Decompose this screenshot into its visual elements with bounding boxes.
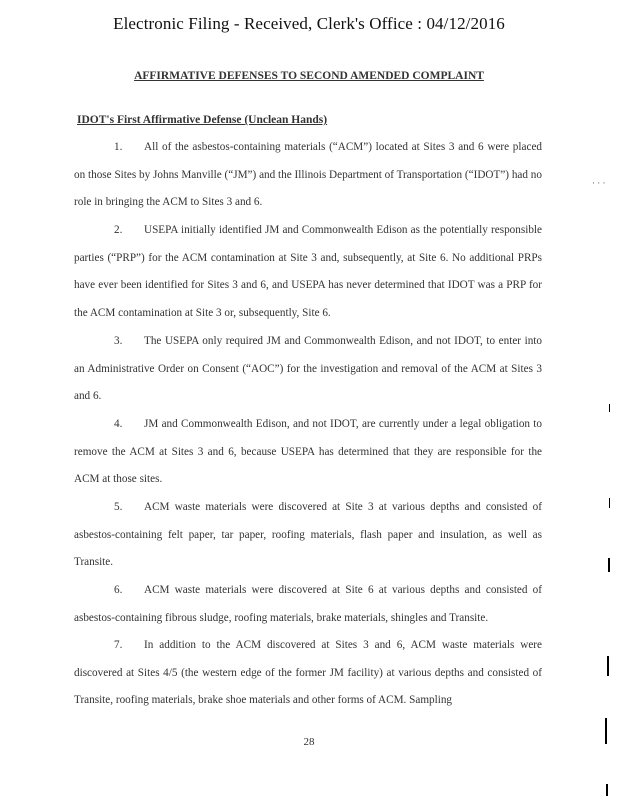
document-title: AFFIRMATIVE DEFENSES TO SECOND AMENDED COMPLAINT	[134, 70, 484, 82]
scan-artifact	[608, 558, 610, 572]
paragraph-text: USEPA initially identified JM and Commonwealth Edison as the potentially responsible parties (“PRP”) for the ACM contamination at Site 3 and, subsequently, at Site 6. No additional PRPs have ever been identified for Sites 3 and 6, and USEPA has never determined that IDOT was a PRP for the ACM contamination at Site 3 or, subsequently, Site 6.	[74, 224, 542, 319]
paragraph-3	[74, 328, 542, 411]
filing-stamp-header: Electronic Filing - Received, Clerk's Office : 04/12/2016	[113, 14, 505, 33]
scan-artifact	[609, 498, 610, 508]
paragraph-2	[74, 217, 542, 327]
paragraph-number: 3.	[114, 335, 123, 347]
paragraph-number: 1.	[114, 141, 123, 153]
page-number: 28	[303, 736, 315, 748]
paragraph-text: All of the asbestos-containing materials (“ACM”) located at Sites 3 and 6 were placed on those Sites by Johns Manville (“JM”) and the Illinois Department of Transportation (“IDOT”) had no role in bringing the ACM to Sites 3 and 6.	[74, 141, 542, 208]
scan-artifact	[605, 718, 607, 744]
paragraph-text: The USEPA only required JM and Commonwealth Edison, and not IDOT, to enter into an Administrative Order on Consent (“AOC”) for the investigation and removal of the ACM at Sites 3 and 6.	[74, 335, 542, 402]
paragraph-5	[74, 494, 542, 577]
paragraph-number: 7.	[114, 639, 123, 651]
paragraph-text: ACM waste materials were discovered at Site 3 at various depths and consisted of asbestos-containing felt paper, tar paper, roofing materials, flash paper and insulation, as well as Transite.	[74, 501, 542, 568]
paragraph-number: 6.	[114, 584, 123, 596]
scan-artifact: · · ·	[592, 178, 606, 188]
paragraph-text: ACM waste materials were discovered at Site 6 at various depths and consisted of asbestos-containing fibrous sludge, roofing materials, brake materials, shingles and Transite.	[74, 584, 542, 624]
paragraph-number: 5.	[114, 501, 123, 513]
scan-artifact	[607, 656, 609, 676]
scan-artifact	[609, 404, 610, 412]
paragraph-text: In addition to the ACM discovered at Sites 3 and 6, ACM waste materials were discovered at Sites 4/5 (the western edge of the former JM facility) at various depths and consisted of Transite, roofing materials, brake shoe materials and other forms of ACM. Sampling	[74, 639, 542, 706]
paragraph-1	[74, 134, 542, 217]
paragraph-4	[74, 411, 542, 494]
scan-artifact	[606, 784, 608, 796]
section-heading: IDOT's First Affirmative Defense (Unclean Hands)	[77, 114, 328, 126]
paragraph-text: JM and Commonwealth Edison, and not IDOT, are currently under a legal obligation to remove the ACM at Sites 3 and 6, because USEPA has determined that they are responsible for the ACM at those sites.	[74, 418, 542, 485]
paragraph-7	[74, 632, 542, 715]
paragraph-number: 2.	[114, 224, 123, 236]
paragraph-6	[74, 577, 542, 632]
paragraph-number: 4.	[114, 418, 123, 430]
